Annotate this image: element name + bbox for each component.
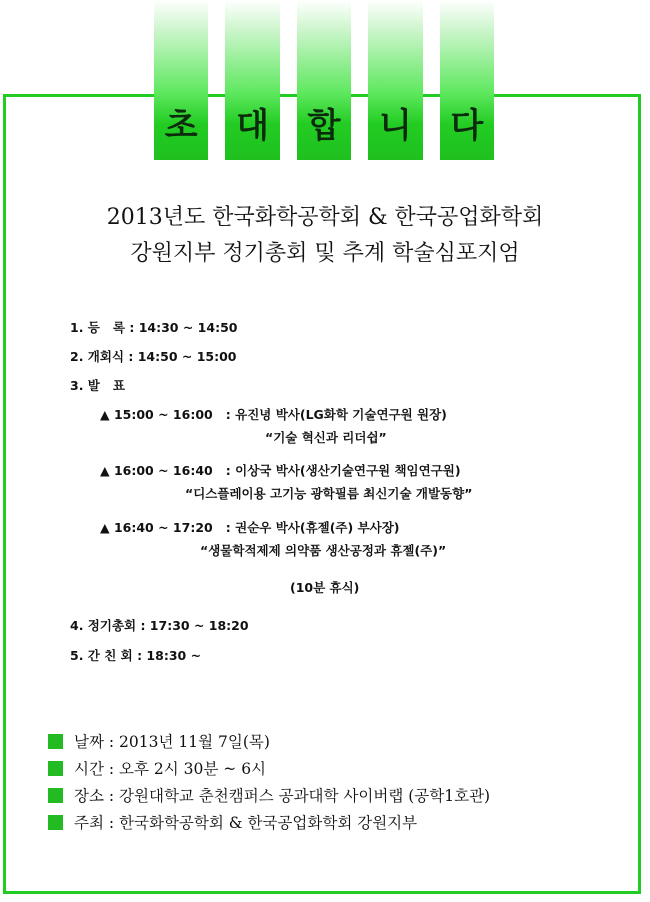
bullet-square-icon: [48, 734, 63, 749]
program-registration: 1. 등 록 : 14:30 ~ 14:50: [70, 320, 238, 335]
program-opening: 2. 개회식 : 14:50 ~ 15:00: [70, 349, 237, 364]
info-date: [48, 730, 270, 752]
event-title-line2: 강원지부 정기총회 및 추계 학술심포지엄: [130, 241, 520, 266]
banner-char: 니: [378, 106, 412, 146]
banner-char: 초: [164, 106, 198, 146]
banner-tile: [440, 0, 494, 160]
talk-2-time: ▲ 16:00 ~ 16:40 : 이상국 박사(생산기술연구원 책임연구원): [100, 463, 461, 478]
banner-char: 다: [450, 106, 484, 146]
event-title-line1: 2013년도 한국화학공학회 & 한국공업화학회: [106, 205, 544, 230]
talk-3-title: “생물학적제제 의약품 생산공정과 휴젤(주)”: [200, 543, 447, 558]
info-time: [48, 757, 266, 779]
talk-2-title: “디스플레이용 고기능 광학필름 최신기술 개발동향”: [185, 486, 473, 501]
program-presentations: 3. 발 표: [70, 378, 126, 393]
banner-tile: [225, 0, 279, 160]
info-place: [48, 784, 490, 806]
info-date-text: 날짜 : 2013년 11월 7일(목): [74, 733, 270, 751]
talk-3-time: ▲ 16:40 ~ 17:20 : 권순우 박사(휴젤(주) 부사장): [100, 520, 400, 535]
banner-char: 합: [307, 106, 341, 146]
break-note: (10분 휴식): [290, 580, 360, 595]
invitation-banner: [154, 0, 494, 160]
banner-tile: [297, 0, 351, 160]
info-place-text: 장소 : 강원대학교 춘천캠퍼스 공과대학 사이버랩 (공학1호관): [74, 787, 491, 805]
info-host-text: 주최 : 한국화학공학회 & 한국공업화학회 강원지부: [74, 814, 418, 832]
bullet-square-icon: [48, 815, 63, 830]
talk-1-time: ▲ 15:00 ~ 16:00 : 유진녕 박사(LG화학 기술연구원 원장): [100, 407, 447, 422]
banner-tile: [368, 0, 422, 160]
banner-tile: [154, 0, 208, 160]
program-reception: 5. 간 친 회 : 18:30 ~: [70, 648, 202, 663]
info-time-text: 시간 : 오후 2시 30분 ~ 6시: [74, 760, 267, 778]
bullet-square-icon: [48, 788, 63, 803]
talk-1-title: “기술 혁신과 리더쉽”: [265, 430, 387, 445]
bullet-square-icon: [48, 761, 63, 776]
banner-char: 대: [236, 106, 270, 146]
info-host: [48, 811, 417, 833]
program-general-meeting: 4. 정기총회 : 17:30 ~ 18:20: [70, 618, 249, 633]
